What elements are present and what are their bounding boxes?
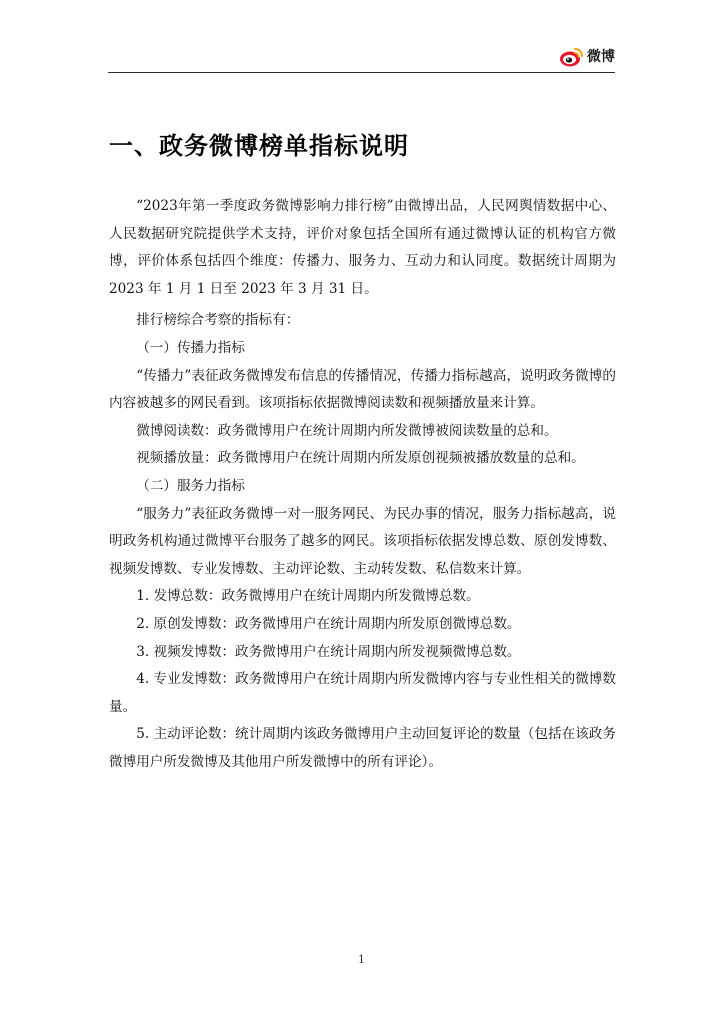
list-item: 5. 主动评论数：统计周期内该政务微博用户主动回复评论的数量（包括在该政务微博用户所发微博及其他用户所发微博中的所有评论）。 — [109, 726, 616, 770]
logo-text: 微博 — [587, 49, 615, 65]
indicator-intro: 排行榜综合考察的指标有： — [136, 312, 300, 329]
document-body — [109, 193, 616, 776]
list-item: 3. 视频发博数：政务微博用户在统计周期内所发视频微博总数。 — [136, 643, 521, 660]
subsection-heading: （一）传播力指标 — [136, 339, 245, 356]
paragraph: 微博阅读数：政务微博用户在统计周期内所发微博被阅读数量的总和。 — [136, 422, 558, 439]
intro-paragraph: “2023年第一季度政务微博影响力排行榜”由微博出品，人民网舆情数据中心、人民数据研究院提供学术支持，评价对象包括全国所有通过微博认证的机构官方微博，评价体系包括四个维度：传播力、服务力、互动力和认同度。数据统计周期为 2023 年 1 月 1 日至 2023 年 3 月 31 日。 — [109, 198, 616, 297]
section-title: 一、政务微博榜单指标说明 — [109, 132, 409, 160]
weibo-eye-icon — [559, 46, 585, 68]
list-item: 1. 发博总数：政务微博用户在统计周期内所发微博总数。 — [136, 588, 480, 605]
paragraph: 视频播放量：政务微博用户在统计周期内所发原创视频被播放数量的总和。 — [136, 450, 585, 467]
page-header — [108, 38, 615, 73]
list-item: 4. 专业发博数：政务微博用户在统计周期内所发微博内容与专业性相关的微博数量。 — [109, 671, 616, 715]
paragraph: “服务力”表征政务微博一对一服务网民、为民办事的情况，服务力指标越高，说明政务机构通过微博平台服务了越多的网民。该项指标依据发博总数、原创发博数、视频发博数、专业发博数、主动评论数、主动转发数、私信数来计算。 — [109, 505, 616, 577]
page-number: 1 — [358, 953, 365, 966]
subsection-heading: （二）服务力指标 — [136, 477, 245, 494]
weibo-logo — [559, 46, 615, 68]
list-item: 2. 原创发博数：政务微博用户在统计周期内所发原创微博总数。 — [136, 615, 521, 632]
paragraph: “传播力”表征政务微博发布信息的传播情况，传播力指标越高，说明政务微博的内容被越多的网民看到。该项指标依据微博阅读数和视频播放量来计算。 — [109, 367, 616, 412]
